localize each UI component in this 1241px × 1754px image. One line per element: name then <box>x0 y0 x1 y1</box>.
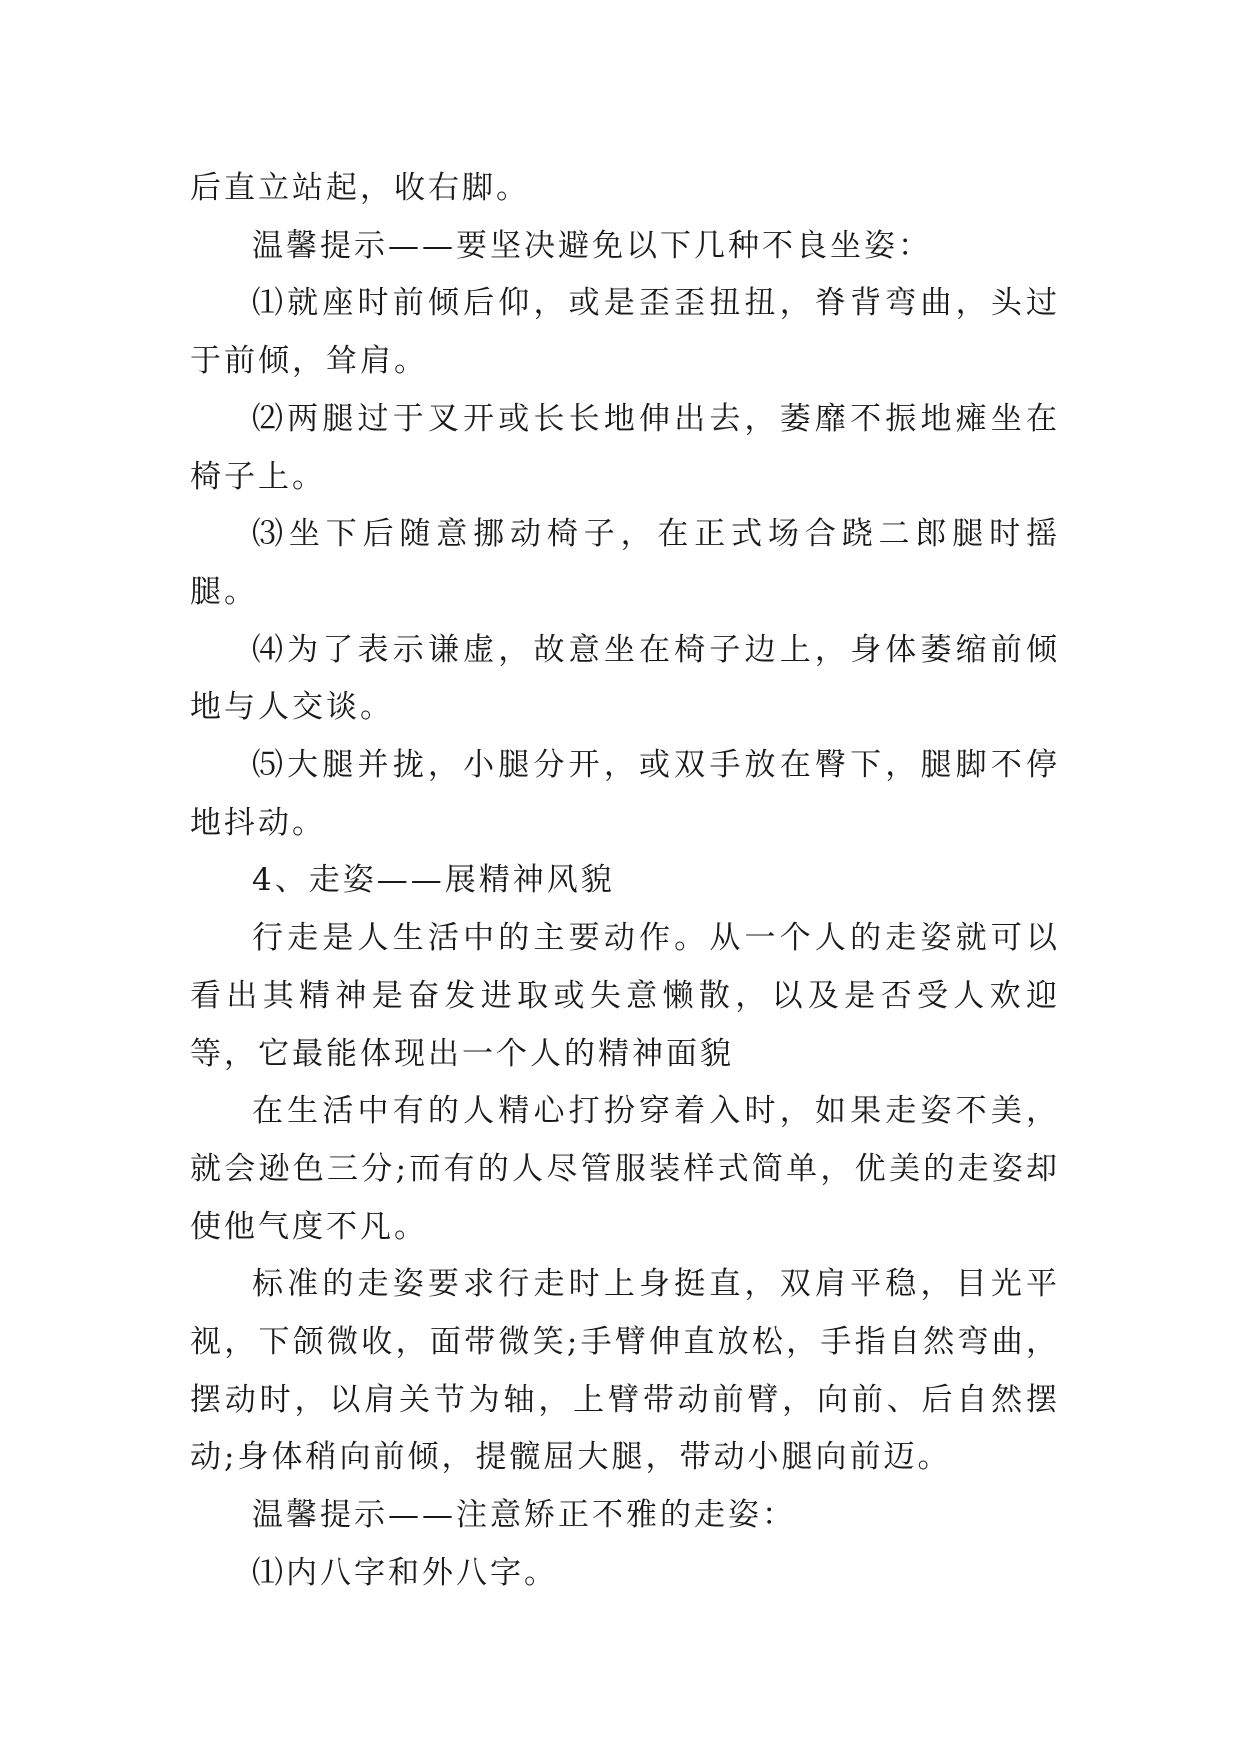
paragraph-walking-tips-heading: 温馨提示——注意矫正不雅的走姿： <box>252 1497 796 1534</box>
paragraph-walking-life: 在生活中有的人精心打扮穿着入时，如果走姿不美，就会逊色三分;而有的人尽管服装样式简单，优美的走姿却使他气度不凡。 <box>190 1093 1060 1245</box>
section-heading-walking: 4、走姿——展精神风貌 <box>252 862 615 899</box>
paragraph-sitting-tip-2: ⑵两腿过于叉开或长长地伸出去，萎靡不振地瘫坐在椅子上。 <box>190 400 1060 495</box>
paragraph-walking-tip-1: ⑴内八字和外八字。 <box>252 1554 558 1591</box>
paragraph-walking-standard: 标准的走姿要求行走时上身挺直，双肩平稳，目光平视，下颌微收，面带微笑;手臂伸直放松，手指自然弯曲，摆动时，以肩关节为轴，上臂带动前臂，向前、后自然摆动;身体稍向前倾，提髋屈大腿，带动小腿向前迈。 <box>190 1266 1060 1476</box>
document-body <box>190 160 1060 1603</box>
paragraph-sitting-tip-4: ⑷为了表示谦虚，故意坐在椅子边上，身体萎缩前倾地与人交谈。 <box>190 631 1060 726</box>
paragraph-sitting-tip-5: ⑸大腿并拢，小腿分开，或双手放在臀下，腿脚不停地抖动。 <box>190 747 1060 841</box>
paragraph-sitting-tip-3: ⑶坐下后随意挪动椅子，在正式场合跷二郎腿时摇腿。 <box>190 516 1060 610</box>
paragraph-walking-intro: 行走是人生活中的主要动作。从一个人的走姿就可以看出其精神是奋发进取或失意懒散，以及是否受人欢迎等，它最能体现出一个人的精神面貌 <box>190 920 1060 1072</box>
paragraph-sitting-tips-heading: 温馨提示——要坚决避免以下几种不良坐姿： <box>252 227 932 264</box>
paragraph-sitting-tip-1: ⑴就座时前倾后仰，或是歪歪扭扭，脊背弯曲，头过于前倾，耸肩。 <box>190 285 1060 380</box>
paragraph-sitting-end: 后直立站起，收右脚。 <box>190 170 530 206</box>
